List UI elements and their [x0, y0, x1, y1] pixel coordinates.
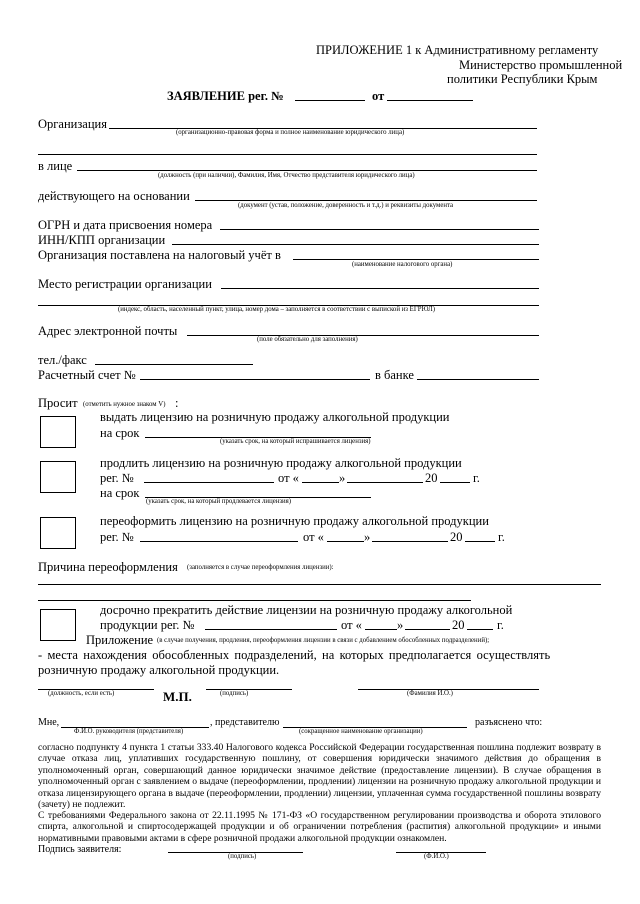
option-extend-close: »: [339, 471, 346, 485]
option-issue-text: выдать лицензию на розничную продажу алкогольной продукции: [100, 410, 450, 424]
option-reissue-month-field[interactable]: [372, 541, 448, 542]
account-field[interactable]: [140, 379, 370, 380]
applicant-fio-hint: (Ф.И.О.): [424, 853, 449, 860]
option-extend-term-hint: (указать срок, на который продлевается лицензия): [146, 498, 292, 505]
phone-field[interactable]: [95, 364, 253, 365]
basis-field[interactable]: [195, 200, 537, 201]
person-field[interactable]: [77, 170, 537, 171]
position-hint: (должность, если есть): [48, 690, 115, 697]
option-terminate-from: от «: [341, 618, 362, 632]
option-reissue-g: г.: [498, 530, 505, 544]
account-label: Расчетный счет №: [38, 368, 136, 382]
option-extend-year-field[interactable]: [440, 482, 470, 483]
option-terminate-reg-label: продукции рег. №: [100, 618, 195, 632]
option-issue-term-label: на срок: [100, 426, 140, 440]
registration-field[interactable]: [221, 288, 539, 289]
request-colon: :: [175, 396, 179, 410]
option-issue-term-hint: (указать срок, на который испрашивается лицензия): [220, 438, 371, 445]
option-terminate-checkbox[interactable]: [40, 609, 76, 641]
explanation-fio-hint: Ф.И.О. руководителя (представителя): [74, 728, 184, 735]
organization-hint: (организационно-правовая форма и полное наименование юридического лица): [176, 129, 405, 136]
option-extend-reg-label: рег. №: [100, 471, 134, 485]
request-hint: (отметить нужное знаком V): [83, 401, 166, 408]
option-reissue-reg-field[interactable]: [140, 541, 298, 542]
option-extend-reg-field[interactable]: [144, 482, 274, 483]
bank-field[interactable]: [417, 379, 539, 380]
option-terminate-g: г.: [497, 618, 504, 632]
option-reissue-year-field[interactable]: [465, 541, 495, 542]
option-extend-month-field[interactable]: [347, 482, 423, 483]
reason-field[interactable]: [38, 584, 601, 585]
option-extend-g: г.: [473, 471, 480, 485]
basis-hint: (документ (устав, положение, доверенность и т.д.) и реквизиты документа: [238, 202, 454, 209]
email-hint: (поле обязательно для заполнения): [257, 336, 358, 343]
option-reissue-from: от «: [303, 530, 324, 544]
option-extend-term-label: на срок: [100, 486, 140, 500]
option-reissue-text: переоформить лицензию на розничную продажу алкогольной продукции: [100, 514, 489, 528]
reason-hint: (заполняется в случае переоформления лицензии):: [187, 564, 334, 571]
phone-label: тел./факс: [38, 353, 87, 367]
option-extend-from: от «: [278, 471, 299, 485]
refund-paragraph: согласно подпункту 4 пункта 1 статьи 333.40 Налогового кодекса Российской Федерации государственная пошлина подлежит возврату в случае отказа лиц, уплативших государственную пошлину, от совершения юридически значимого действия до обращения в уполномоченный орган, совершающий данное юридически значимое действие (предоставление лицензии). В случае обращения в уполномоченный орган с заявлением о выдаче (переоформлении, продлении) лицензии на розничную продажу алкогольной продукции и отказа лицензирующего органа в выдаче (переоформлении, продлении) лицензии, уплаченная сумма государственной пошлины возврату (зачету) не подлежит.: [38, 742, 601, 811]
tax-field[interactable]: [293, 259, 539, 260]
ogrn-field[interactable]: [220, 229, 539, 230]
option-extend-checkbox[interactable]: [40, 461, 76, 493]
registration-hint: (индекс, область, населенный пункт, улица, номер дома – заполняется в соответствии с выпиской из ЕГРЮЛ): [118, 306, 436, 313]
signature-field[interactable]: [206, 689, 292, 690]
option-terminate-text: досрочно прекратить действие лицензии на розничную продажу алкогольной: [100, 603, 513, 617]
explanation-explained: разъяснено что:: [475, 717, 543, 728]
tax-hint: (наименование налогового органа): [352, 261, 453, 268]
option-terminate-year-field[interactable]: [467, 629, 493, 630]
form-title-from: от: [372, 89, 385, 103]
stamp-label: М.П.: [163, 689, 192, 704]
tax-label: Организация поставлена на налоговый учёт в: [38, 248, 281, 262]
inn-label: ИНН/КПП организации: [38, 233, 166, 247]
inn-field[interactable]: [172, 244, 539, 245]
email-field[interactable]: [187, 335, 539, 336]
applicant-signature-label: Подпись заявителя:: [38, 844, 122, 855]
explanation-to: Мне,: [38, 717, 60, 728]
option-reissue-day-field[interactable]: [327, 541, 364, 542]
option-extend-text: продлить лицензию на розничную продажу алкогольной продукции: [100, 456, 462, 470]
applicant-signature-hint: (подпись): [228, 853, 257, 860]
registration-label: Место регистрации организации: [38, 277, 212, 291]
bank-label: в банке: [375, 368, 414, 382]
signature-hint: (подпись): [220, 690, 249, 697]
ogrn-label: ОГРН и дата присвоения номера: [38, 218, 213, 232]
organization-label: Организация: [38, 117, 107, 131]
reg-number-line[interactable]: [295, 100, 365, 101]
header-appendix: ПРИЛОЖЕНИЕ 1 к Административному регламенту: [316, 43, 599, 57]
reason-field-2[interactable]: [38, 600, 471, 601]
attachment-line3: розничную продажу алкогольной продукции.: [38, 663, 280, 677]
attachment-hint: (в случае получения, продления, переоформления лицензии в связи с добавлением обособленных подразделений);: [157, 637, 490, 644]
option-terminate-month-field[interactable]: [405, 629, 450, 630]
option-terminate-year: 20: [452, 618, 465, 632]
attachment-label: Приложение: [86, 633, 154, 647]
option-extend-day-field[interactable]: [302, 482, 339, 483]
option-issue-checkbox[interactable]: [40, 416, 76, 448]
explanation-org-hint: (сокращенное наименование организации): [299, 728, 423, 735]
option-reissue-close: »: [364, 530, 371, 544]
option-reissue-checkbox[interactable]: [40, 517, 76, 549]
person-hint: (должность (при наличии), Фамилия, Имя, Отчество представителя юридического лица): [158, 172, 415, 179]
option-reissue-year: 20: [450, 530, 463, 544]
form-title: ЗАЯВЛЕНИЕ рег. №: [167, 89, 284, 103]
option-terminate-reg-field[interactable]: [205, 629, 337, 630]
attachment-line2: - места нахождения обособленных подразделений, на которых предполагается осуществлять: [38, 648, 551, 662]
basis-label: действующего на основании: [38, 189, 190, 203]
request-label: Просит: [38, 396, 78, 410]
header-ministry-2: политики Республики Крым: [447, 72, 598, 86]
person-label: в лице: [38, 159, 73, 173]
reason-label: Причина переоформления: [38, 560, 178, 574]
option-terminate-close: »: [397, 618, 404, 632]
option-reissue-reg-label: рег. №: [100, 530, 134, 544]
reg-date-line[interactable]: [387, 100, 473, 101]
option-terminate-day-field[interactable]: [365, 629, 397, 630]
option-extend-year: 20: [425, 471, 438, 485]
header-ministry: Министерство промышленной: [459, 58, 623, 72]
email-label: Адрес электронной почты: [38, 324, 178, 338]
name-hint: (Фамилия И.О.): [407, 690, 453, 697]
law-paragraph: С требованиями Федерального закона от 22.11.1995 № 171-ФЗ «О государственном регулировании производства и оборота этилового спирта, алкогольной и спиртосодержащей продукции и об ограничении потребления (распития) алкогольной продукции» и иными нормативными правовыми актами в сфере розничной продажи алкогольной продукции ознакомлен.: [38, 810, 601, 844]
organization-field-2[interactable]: [38, 154, 537, 155]
explanation-rep: , представителю: [210, 717, 280, 728]
